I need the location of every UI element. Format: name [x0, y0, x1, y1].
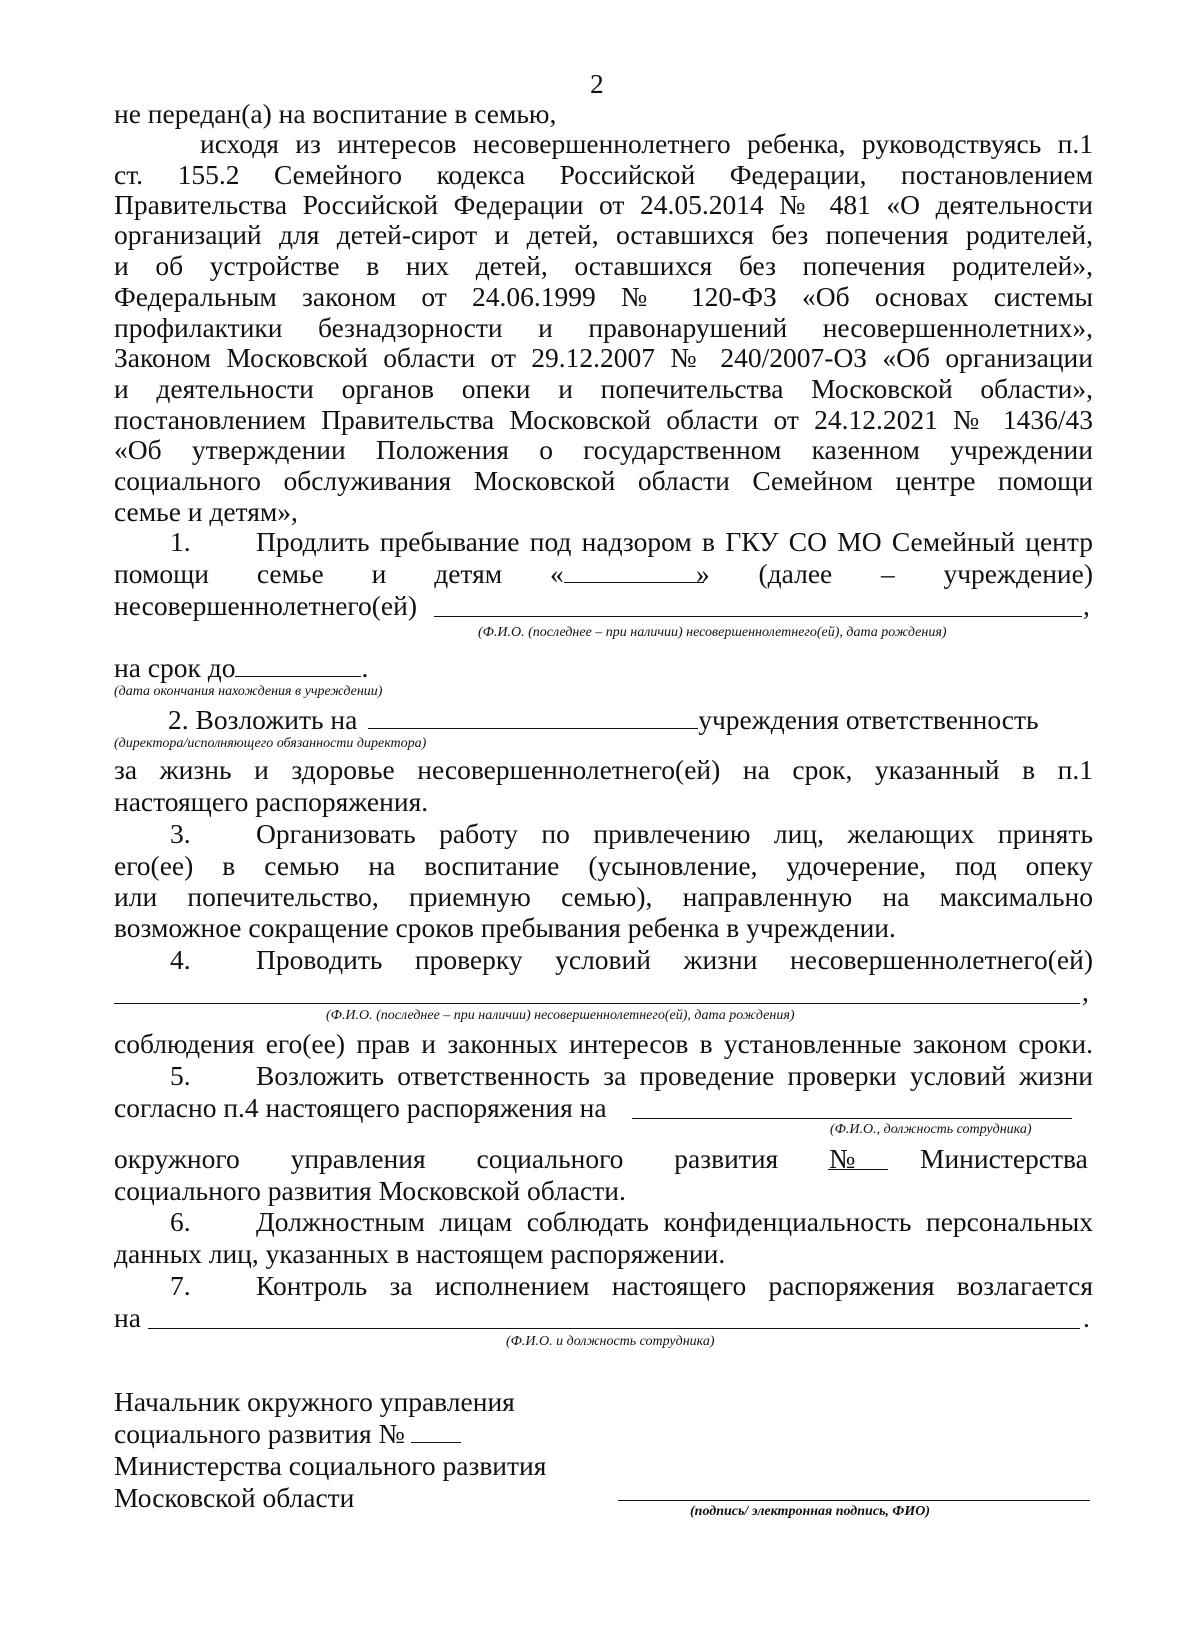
intro-line: ст. 155.2 Семейного кодекса Российской Федерации, постановлением — [114, 159, 1093, 190]
intro-line: Правительства Российской Федерации от 24.05.2014 № 481 «О деятельности — [114, 189, 1093, 220]
item-1-line2-start: помощи семье и детям « — [114, 558, 704, 590]
item-4-hint: (Ф.И.О. (последнее – при наличии) несовершеннолетнего(ей), дата рождения) — [326, 1008, 795, 1023]
item-1-line2-end: » (далее – учреждение) — [696, 558, 1093, 589]
item-2-line3: настоящего распоряжения. — [114, 786, 429, 817]
signature-line-4: Московской области — [114, 1482, 355, 1513]
item-5-line1: Возложить ответственность за проведение проверки условий жизни — [256, 1060, 1093, 1091]
minor-name-blank-2[interactable] — [114, 1003, 1080, 1004]
intro-line: Законом Московской области от 29.12.2007 № 240/2007-ОЗ «Об организации — [114, 342, 1093, 373]
item-2-hint: (директора/исполняющего обязанности директора) — [114, 736, 427, 751]
item-4-comma: , — [1082, 976, 1089, 1007]
signature-blank[interactable] — [618, 1500, 1090, 1501]
employee-blank[interactable] — [632, 1118, 1072, 1119]
item-3-number: 3. — [170, 818, 191, 849]
term-row: на срок до . — [114, 652, 369, 683]
signature-line-2: социального развития № — [114, 1418, 461, 1450]
item-1-number: 1. — [170, 526, 191, 557]
department-number-blank[interactable] — [828, 1145, 888, 1170]
page-number: 2 — [590, 68, 604, 99]
item-1-hint: (Ф.И.О. (последнее – при наличии) несовершеннолетнего(ей), дата рождения) — [478, 625, 947, 640]
item-1-line3-comma: , — [1083, 590, 1090, 621]
item-2-lead: 2. Возложить на учреждения ответственность — [168, 704, 1039, 735]
signature-line-3: Министерства социального развития — [114, 1450, 547, 1481]
item-6-number: 6. — [170, 1206, 191, 1237]
item-3-line1: Организовать работу по привлечению лиц, желающих принять — [256, 818, 1093, 849]
controller-blank[interactable] — [148, 1328, 1080, 1329]
minor-name-blank[interactable] — [434, 616, 1082, 617]
item-7-period: . — [1083, 1302, 1090, 1333]
signature-line-1: Начальник окружного управления — [114, 1386, 515, 1417]
item-5-hint: (Ф.И.О., должность сотрудника) — [830, 1122, 1032, 1137]
term-date-blank[interactable] — [235, 652, 361, 677]
intro-line: и об устройстве в них детей, оставшихся без попечения родителей», — [114, 250, 1093, 281]
intro-line: «Об утверждении Положения о государственном казенном учреждении — [114, 434, 1093, 465]
item-4-line1: Проводить проверку условий жизни несовершеннолетнего(ей) — [256, 944, 1093, 975]
term-hint: (дата окончания нахождения в учреждении) — [114, 684, 383, 699]
intro-line: семье и детям», — [114, 496, 298, 527]
intro-line: организаций для детей-сирот и детей, оставшихся без попечения родителей, — [114, 219, 1093, 250]
item-2-line2: за жизнь и здоровье несовершеннолетнего(ей) на срок, указанный в п.1 — [114, 754, 1093, 785]
item-7-line1: Контроль за исполнением настоящего распоряжения возлагается — [256, 1270, 1093, 1301]
item-3-line3: или попечительство, приемную семью), направленную на максимально — [114, 881, 1093, 912]
item-5-line4: социального развития Московской области. — [114, 1175, 626, 1206]
item-7-hint: (Ф.И.О. и должность сотрудника) — [506, 1334, 715, 1349]
item-6-line1: Должностным лицам соблюдать конфиденциальность персональных — [256, 1206, 1093, 1237]
item-7-number: 7. — [170, 1270, 191, 1301]
item-5-line3-end: Министерства — [920, 1143, 1088, 1174]
institution-name-blank[interactable] — [564, 558, 704, 583]
intro-line: и деятельности органов опеки и попечительства Московской области», — [114, 373, 1093, 404]
item-5-line3: окружного управления социального развития № — [114, 1143, 856, 1174]
item-4-line3: соблюдения его(ее) прав и законных интересов в установленные законом сроки. — [114, 1028, 1093, 1059]
intro-line: социального обслуживания Московской области Семейном центре помощи — [114, 465, 1093, 496]
director-blank[interactable] — [368, 704, 698, 729]
item-1-text: Продлить пребывание под надзором в ГКУ СО МО Семейный центр — [256, 526, 1093, 557]
intro-line: постановлением Правительства Московской области от 24.12.2021 № 1436/43 — [114, 404, 1093, 435]
item-3-line4: возможное сокращение сроков пребывания ребенка в учреждении. — [114, 912, 896, 943]
item-5-number: 5. — [170, 1060, 191, 1091]
intro-line: Федеральным законом от 24.06.1999 № 120-ФЗ «Об основах системы — [114, 281, 1093, 312]
intro-continuation: не передан(а) на воспитание в семью, — [114, 98, 557, 129]
signature-hint: (подпись/ электронная подпись, ФИО) — [690, 1504, 930, 1519]
item-1-line3: несовершеннолетнего(ей) — [114, 590, 417, 621]
intro-line: профилактики безнадзорности и правонарушений несовершеннолетних», — [114, 312, 1093, 343]
item-5-line2: согласно п.4 настоящего распоряжения на — [114, 1092, 607, 1123]
item-3-line2: его(ее) в семью на воспитание (усыновление, удочерение, под опеку — [114, 850, 1093, 881]
item-7-line2-start: на — [114, 1302, 141, 1333]
item-4-number: 4. — [170, 944, 191, 975]
item-6-line2: данных лиц, указанных в настоящем распоряжении. — [114, 1238, 726, 1269]
intro-line: исходя из интересов несовершеннолетнего ребенка, руководствуясь п.1 — [200, 128, 1093, 159]
signature-number-blank[interactable] — [411, 1418, 461, 1443]
